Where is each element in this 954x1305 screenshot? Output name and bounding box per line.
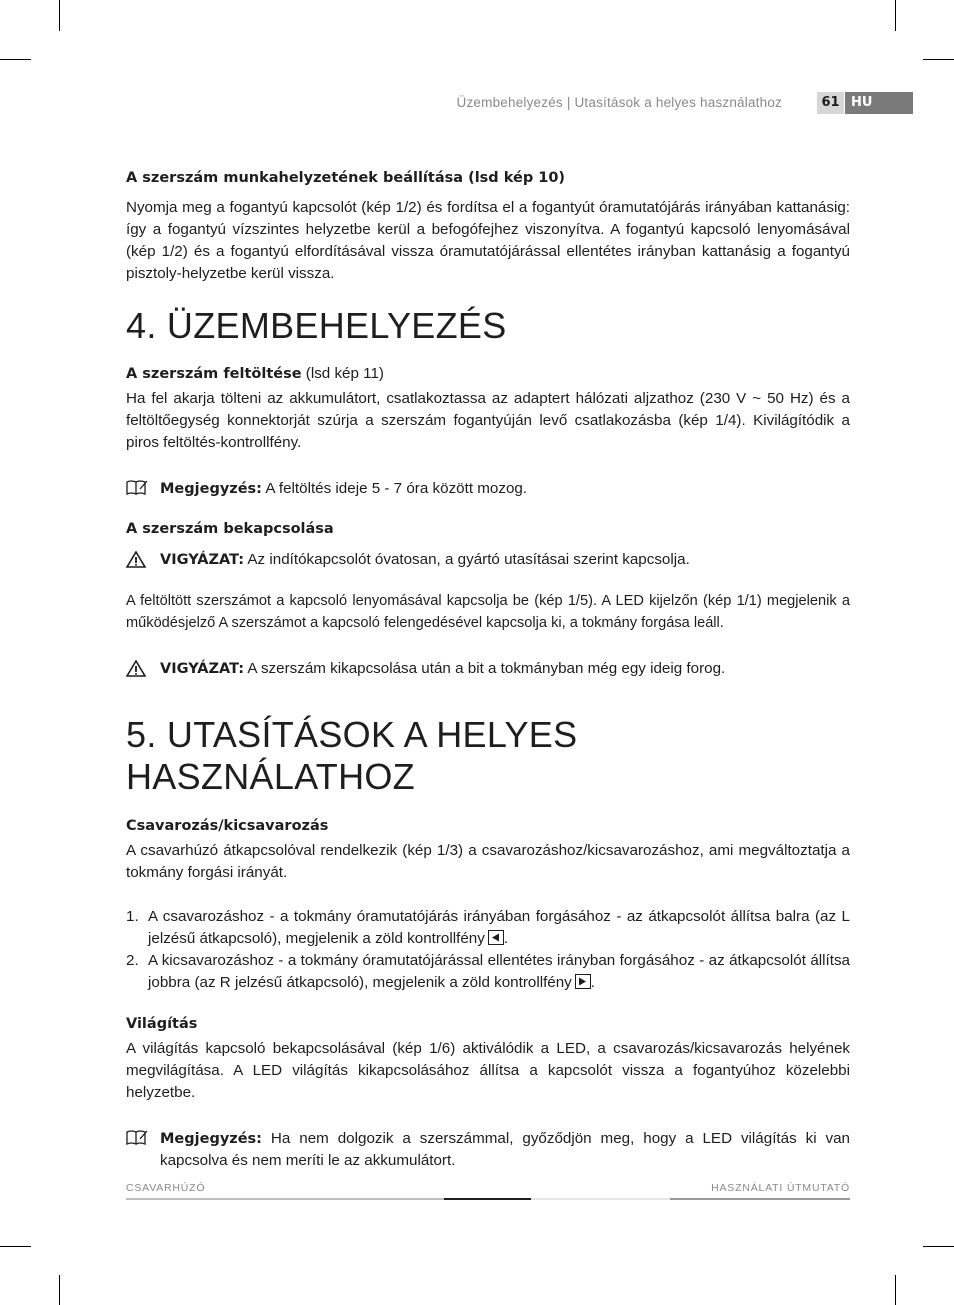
footer-rule: [531, 1198, 670, 1200]
charging-heading: [126, 365, 850, 382]
warning-1: [126, 549, 850, 575]
arrow-right-icon: [575, 974, 591, 989]
crop-mark: [895, 0, 896, 31]
light-note: [126, 1128, 850, 1172]
work-position-body: Nyomja meg a fogantyú kapcsolót (kép 1/2) és fordítsa el a fogantyút óramutatójárás irányában kattanásig: így a fogantyú vízszintes helyzetbe kerül a befogófejhez viszonyítva. A fogantyú kapcsoló lenyomásával (kép 1/2) és a fogantyú elfordításával vissza óramutatójárással ellentétes irányban kattanásig a fogantyú pisztoly-helyzetbe kerül vissza.: [126, 199, 850, 282]
warning-triangle-icon: [126, 549, 160, 575]
list-item: [126, 906, 850, 950]
section-4-title: 4. ÜZEMBEHELYEZÉS: [126, 305, 507, 346]
book-note-icon: [126, 1128, 160, 1172]
list-number: 2.: [126, 952, 139, 969]
warning-triangle-icon: [126, 658, 160, 684]
charging-ref: (lsd kép 11): [301, 365, 384, 382]
footer-right: HASZNÁLATI ÚTMUTATÓ: [711, 1182, 850, 1194]
crop-mark: [59, 1275, 60, 1305]
note-text: Ha nem dolgozik a szerszámmal, győződjön meg, hogy a LED világítás ki van kapcsolva és nem meríti le az akkumulátort.: [160, 1130, 850, 1169]
screw-heading: Csavarozás/kicsavarozás: [126, 818, 329, 834]
page-number: 61: [817, 92, 844, 114]
footer-left: CSAVARHÚZÓ: [126, 1182, 206, 1194]
crop-mark: [923, 1246, 954, 1247]
charging-body: Ha fel akarja tölteni az akkumulátort, csatlakoztassa az adaptert hálózati aljzathoz (230 V ~ 50 Hz) és a feltöltőegység konnektorját szúrja a szerszám fogantyúján levő csatlakozásba (kép 1/4). Kivilágítódik a piros feltöltés-kontrollfény.: [126, 390, 850, 451]
warning-text: Az indítókapcsolót óvatosan, a gyártó utasításai szerint kapcsolja.: [244, 551, 690, 568]
footer-rule: [126, 1198, 444, 1200]
list-item: [126, 950, 850, 994]
screw-steps-list: [126, 906, 850, 994]
warning-2: [126, 658, 850, 684]
switch-body: A feltöltött szerszámot a kapcsoló lenyomásával kapcsolja be (kép 1/5). A LED kijelzőn (kép 1/1) megjelenik a működésjelző A szerszámot a kapcsoló felengedésével kapcsolja ki, a tokmány forgása leáll.: [126, 593, 850, 631]
crop-mark: [923, 59, 954, 60]
section-5-title: 5. UTASÍTÁSOK A HELYES HASZNÁLATHOZ: [126, 714, 578, 797]
warning-label: VIGYÁZAT:: [160, 661, 245, 677]
switch-on-heading: A szerszám bekapcsolása: [126, 521, 334, 537]
footer-rule: [670, 1198, 850, 1200]
charging-note: [126, 478, 850, 503]
arrow-left-icon: [488, 930, 504, 945]
work-position-heading: A szerszám munkahelyzetének beállítása (lsd kép 10): [126, 170, 566, 186]
list-text: A csavarozáshoz - a tokmány óramutatójárás irányában forgásához - az átkapcsolót állítsa balra (az L jelzésű átkapcsoló), megjelenik a zöld kontrollfény: [148, 908, 850, 947]
list-text: A kicsavarozáshoz - a tokmány óramutatójárással ellentétes irányban forgásához - az átkapcsolót állítsa jobbra (az R jelzésű átkapcsoló), megjelenik a zöld kontrollfény: [148, 952, 850, 991]
warning-text: A szerszám kikapcsolása után a bit a tokmányban még egy ideig forog.: [244, 660, 726, 677]
note-text: A feltöltés ideje 5 - 7 óra között mozog.: [261, 480, 528, 497]
crop-mark: [59, 0, 60, 31]
warning-label: VIGYÁZAT:: [160, 552, 245, 568]
crop-mark: [0, 1246, 31, 1247]
light-heading: Világítás: [126, 1016, 198, 1032]
light-body: A világítás kapcsoló bekapcsolásával (kép 1/6) aktiválódik a LED, a csavarozás/kicsavarozás helyének megvilágítása. A LED világítás kikapcsolásához állítsa a kapcsolót vissza a fogantyúhoz közelebbi helyzetbe.: [126, 1040, 850, 1101]
note-label: Megjegyzés:: [160, 1131, 262, 1147]
running-header: Üzembehelyezés | Utasítások a helyes használathoz: [456, 95, 782, 110]
note-label: Megjegyzés:: [160, 481, 262, 497]
list-number: 1.: [126, 908, 139, 925]
footer-rule: [444, 1198, 531, 1200]
charging-label: A szerszám feltöltése: [126, 366, 302, 382]
screw-body: A csavarhúzó átkapcsolóval rendelkezik (kép 1/3) a csavarozáshoz/kicsavarozáshoz, ami megváltoztatja a tokmány forgási irányát.: [126, 842, 850, 881]
language-tab: HU: [845, 92, 913, 114]
list-end: .: [590, 974, 596, 991]
list-end: .: [503, 930, 509, 947]
book-note-icon: [126, 478, 160, 503]
page-content: [126, 166, 850, 1172]
crop-mark: [895, 1275, 896, 1305]
crop-mark: [0, 59, 31, 60]
